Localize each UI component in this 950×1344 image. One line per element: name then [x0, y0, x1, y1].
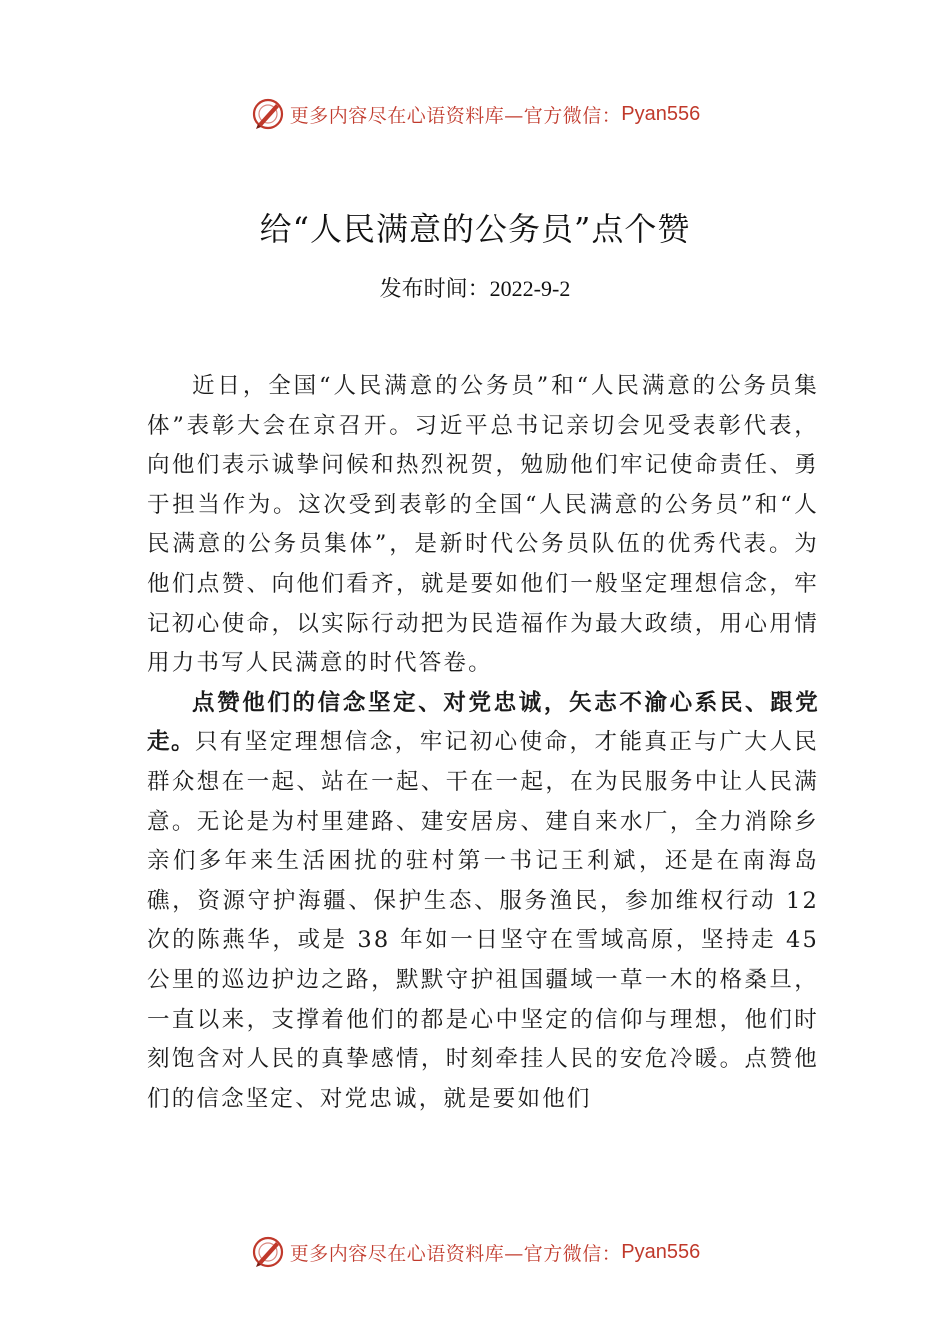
date-value: 2022-9-2	[489, 276, 571, 301]
banner-text: 更多内容尽在心语资料库—官方微信：	[289, 104, 622, 127]
publish-date	[0, 272, 950, 303]
banner-wechat-id: Pyan556	[621, 1240, 701, 1263]
header-watermark-banner	[0, 94, 950, 134]
date-label: 发布时间：	[379, 277, 490, 302]
footer-watermark-banner	[0, 1232, 950, 1272]
article-body	[147, 367, 819, 1119]
document-title: 给“人民满意的公务员”点个赞	[259, 210, 691, 248]
paragraph-2-body: 只有坚定理想信念，牢记初心使命，才能真正与广大人民群众想在一起、站在一起、干在一起，在为民服务中让人民满意。无论是为村里建路、建安居房、建自来水厂，全力消除乡亲们多年来生活困扰的驻村第一书记王利斌，还是在南海岛礁，资源守护海疆、保护生态、服务渔民，参加维权行动 12 次的陈燕华，或是 38 年如一日坚守在雪域高原，坚持走 45 公里的巡边护边之路，默默守护祖国疆域一草一木的格桑旦，一直以来，支撑着他们的都是心中坚定的信仰与理想，他们时刻饱含对人民的真挚感情，时刻牵挂人民的安危冷暖。点赞他们的信念坚定、对党忠诚，就是要如他们	[147, 729, 819, 1112]
paragraph-2	[147, 684, 819, 1120]
banner-wechat-id: Pyan556	[621, 102, 701, 125]
paragraph-2-lead: 点赞他们的信念坚定、对党忠诚，矢志不渝心系民、跟党走。	[147, 689, 819, 756]
paragraph-1: 近日，全国“人民满意的公务员”和“人民满意的公务员集体”表彰大会在京召开。习近平总书记亲切会见受表彰代表，向他们表示诚挚问候和热烈祝贺，勉励他们牢记使命责任、勇于担当作为。这次受到表彰的全国“人民满意的公务员”和“人民满意的公务员集体”，是新时代公务员队伍的优秀代表。为他们点赞、向他们看齐，就是要如他们一般坚定理想信念，牢记初心使命，以实际行动把为民造福作为最大政绩，用心用情用力书写人民满意的时代答卷。	[147, 373, 819, 677]
banner-text: 更多内容尽在心语资料库—官方微信：	[289, 1242, 622, 1265]
pen-logo-icon	[250, 96, 286, 132]
pen-logo-icon	[250, 1234, 286, 1270]
